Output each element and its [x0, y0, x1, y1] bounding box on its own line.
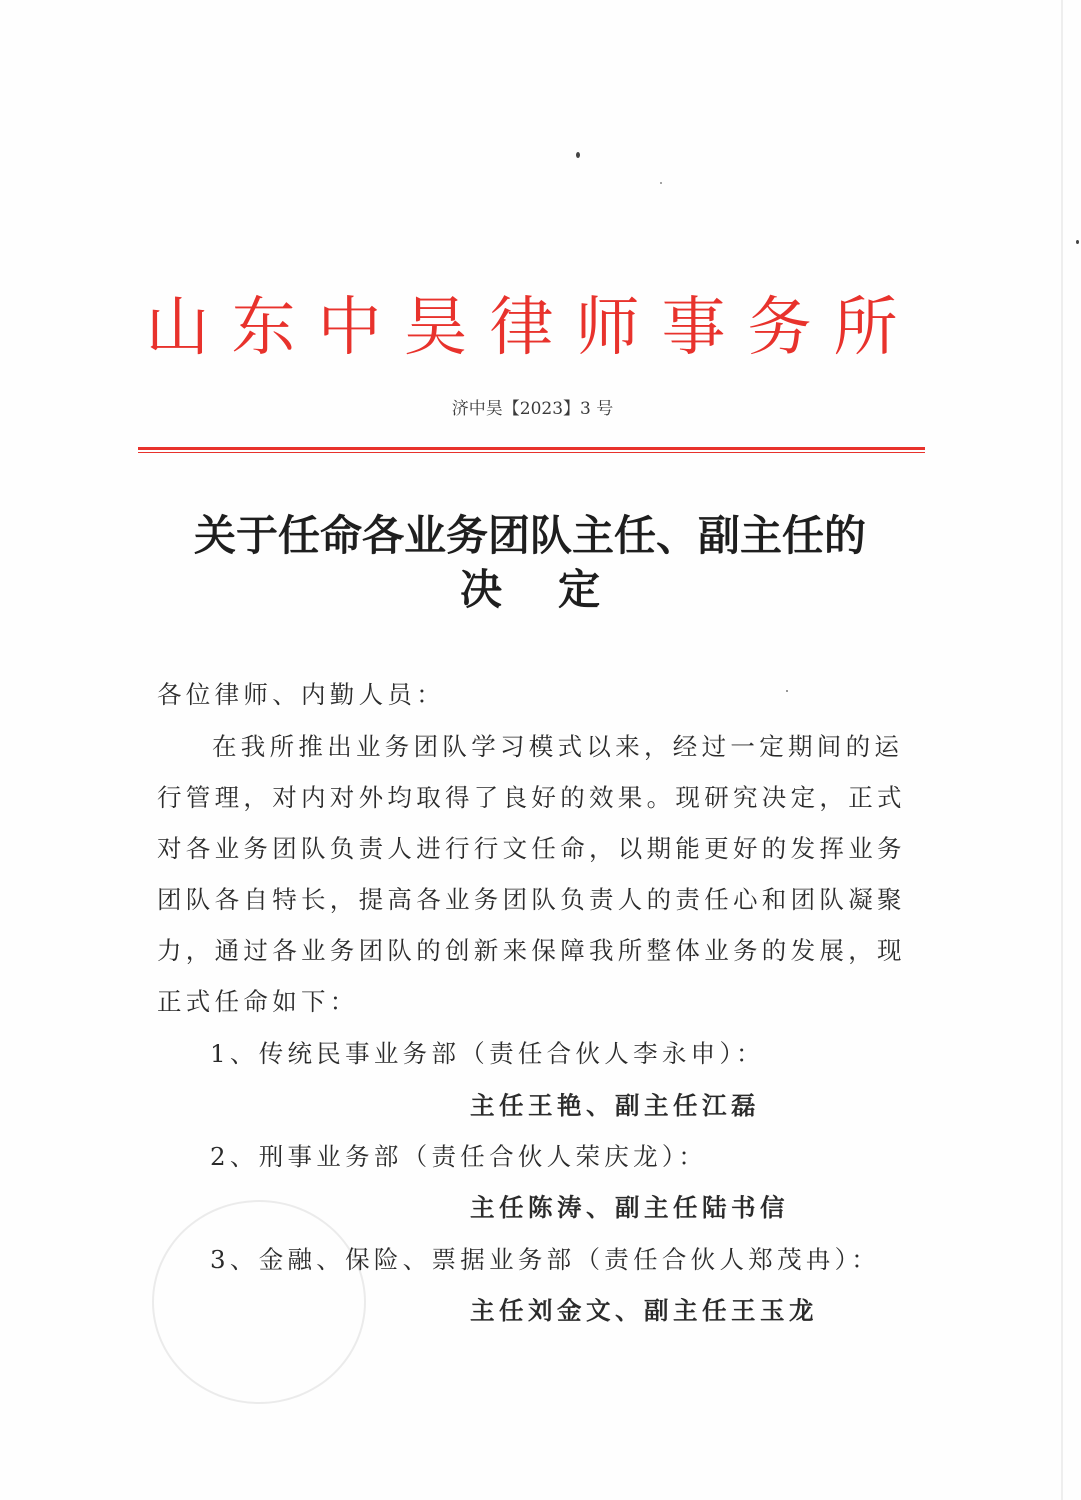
paragraph-line: 力，通过各业务团队的创新来保障我所整体业务的发展，现 — [157, 936, 906, 965]
organization-header: 山东中昊律师事务所 — [145, 291, 920, 365]
scan-speck — [1076, 240, 1079, 244]
scan-speck — [660, 182, 662, 184]
appointment-assignees: 主任刘金文、副主任王玉龙 — [470, 1296, 818, 1325]
paragraph-line: 团队各自特长，提高各业务团队负责人的责任心和团队凝聚 — [157, 885, 906, 914]
red-divider-thin — [138, 452, 925, 453]
appointment-department: 2、刑事业务部（责任合伙人荣庆龙）： — [210, 1142, 708, 1171]
scan-edge — [1061, 0, 1063, 1500]
appointment-assignees: 主任陈涛、副主任陆书信 — [470, 1193, 789, 1222]
document-number: 济中昊【2023】3 号 — [451, 399, 614, 419]
salutation: 各位律师、内勤人员： — [157, 680, 445, 709]
appointment-department: 3、金融、保险、票据业务部（责任合伙人郑茂冉）： — [210, 1245, 881, 1274]
appointment-department: 1、传统民事业务部（责任合伙人李永申）： — [210, 1039, 765, 1068]
paragraph-line: 行管理，对内对外均取得了良好的效果。现研究决定，正式 — [157, 783, 906, 812]
faint-seal-impression — [152, 1200, 366, 1404]
scan-speck — [576, 152, 580, 158]
paragraph-line: 对各业务团队负责人进行行文任命，以期能更好的发挥业务 — [157, 834, 906, 863]
red-divider-thick — [138, 447, 925, 450]
document-title-line1: 关于任命各业务团队主任、副主任的 — [193, 511, 866, 560]
paragraph-line: 在我所推出业务团队学习模式以来，经过一定期间的运 — [212, 732, 904, 761]
appointment-assignees: 主任王艳、副主任江磊 — [470, 1091, 760, 1120]
paragraph-line: 正式任命如下： — [157, 987, 359, 1016]
document-title-line2: 决定 — [459, 565, 656, 614]
